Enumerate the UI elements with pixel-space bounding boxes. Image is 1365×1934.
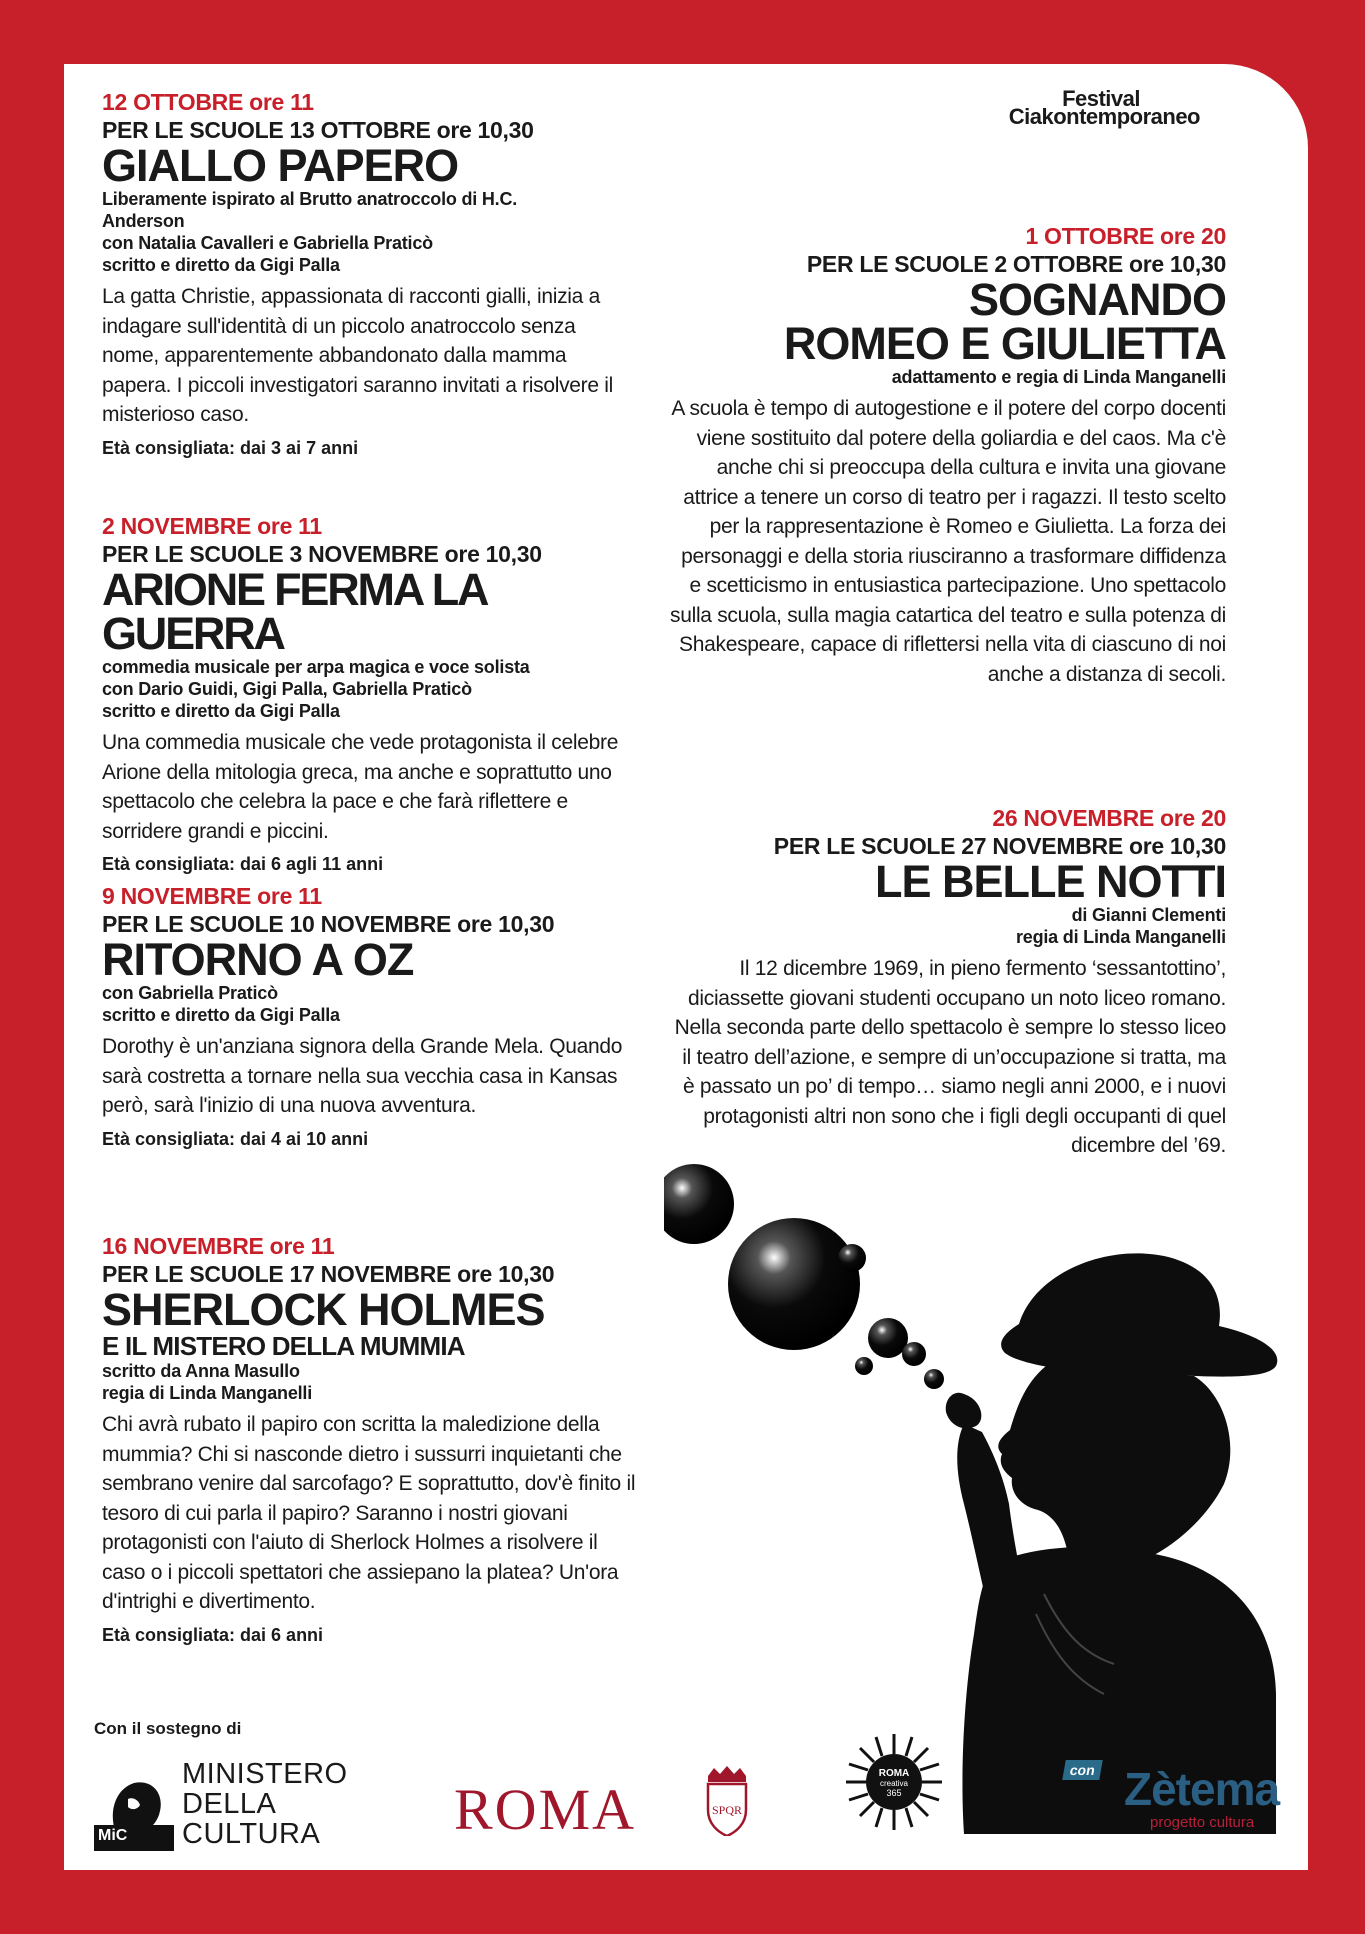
zetema-tagline: progetto cultura: [1150, 1814, 1255, 1831]
show-school-date: PER LE SCUOLE 10 NOVEMBRE ore 10,30: [102, 911, 555, 937]
bubble: [855, 1357, 873, 1375]
bubble: [924, 1369, 944, 1389]
zetema-name: Zètema: [1124, 1763, 1280, 1815]
show-sognando-romeo-e-giulietta: [666, 222, 1226, 689]
show-credit: scritto da Anna Masullo: [102, 1361, 300, 1381]
woman-silhouette: [946, 1253, 1278, 1834]
show-school-date: PER LE SCUOLE 13 OTTOBRE ore 10,30: [102, 117, 534, 143]
show-description: Il 12 dicembre 1969, in pieno fermento ‘sessantottino’, diciassette giovani studenti occupano un noto liceo romano. Nella seconda parte dello spettacolo è sempre lo stesso liceo il teatro dell’azione, e sempre di un’occupazione si tratta, ma è passato un po’ di tempo… siamo negli anni 2000, e i nuovi protagonisti altri non sono che i figli degli occupanti di quel dicembre del ’69.: [674, 957, 1226, 1157]
show-credit: adattamento e regia di Linda Manganelli: [891, 367, 1226, 387]
ministero-cultura-logo: [94, 1759, 374, 1854]
show-credit: con Dario Guidi, Gigi Palla, Gabriella Praticò: [102, 679, 472, 699]
show-date: 26 NOVEMBRE ore 20: [992, 805, 1226, 831]
show-age: Età consigliata: dai 4 ai 10 anni: [102, 1128, 369, 1149]
festival-line1: Festival: [1062, 86, 1140, 111]
mic-abbreviation: MiC: [98, 1827, 128, 1844]
sunburst-icon: [844, 1732, 944, 1832]
show-credit: scritto e diretto da Gigi Palla: [102, 701, 340, 721]
bubble: [728, 1218, 860, 1350]
rc-line2: creativa: [879, 1779, 909, 1788]
show-credit: con Gabriella Praticò: [102, 983, 278, 1003]
show-credit: scritto e diretto da Gigi Palla: [102, 1005, 340, 1025]
mic-text: [182, 1759, 348, 1849]
show-title: SOGNANDO: [968, 274, 1226, 325]
show-credit: scritto e diretto da Gigi Palla: [102, 255, 340, 275]
bubble: [838, 1244, 866, 1272]
show-description: Una commedia musicale che vede protagonista il celebre Arione della mitologia greca, ma anche e soprattutto uno spettacolo che celebra la pace e che farà riflettere e sorridere grandi e piccini.: [102, 731, 619, 843]
show-description: La gatta Christie, appassionata di racconti gialli, inizia a indagare sull'identità di un piccolo anatroccolo senza nome, apparentemente abbandonato dalla mamma papera. I piccoli investigatori saranno invitati a risolvere il misterioso caso.: [102, 285, 614, 426]
show-title: SHERLOCK HOLMES: [102, 1284, 545, 1335]
roma-logo: ROMA: [454, 1777, 637, 1842]
show-credit: Liberamente ispirato al Brutto anatroccolo di H.C. Anderson: [102, 189, 518, 231]
spqr-text: SPQR: [711, 1803, 743, 1817]
show-school-date: PER LE SCUOLE 17 NOVEMBRE ore 10,30: [102, 1261, 555, 1287]
bubble: [868, 1318, 908, 1358]
show-age: Età consigliata: dai 3 ai 7 anni: [102, 437, 359, 458]
show-ritorno-a-oz: [102, 882, 657, 1151]
rc-line1: ROMA: [878, 1768, 910, 1779]
zetema-logo: [1064, 1752, 1280, 1832]
show-school-date: PER LE SCUOLE 2 OTTOBRE ore 10,30: [806, 251, 1226, 277]
show-arione-ferma-la-guerra: [102, 512, 647, 876]
show-title: RITORNO A OZ: [102, 934, 414, 985]
sponsor-label: Con il sostegno di: [94, 1719, 242, 1738]
show-date: 2 NOVEMBRE ore 11: [102, 513, 322, 539]
roma-creativa-logo: [844, 1732, 944, 1832]
spqr-shield-icon: [702, 1766, 752, 1836]
bubble: [664, 1164, 734, 1244]
show-date: 1 OTTOBRE ore 20: [1025, 223, 1226, 249]
show-sherlock-holmes: [102, 1232, 642, 1647]
show-credit: regia di Linda Manganelli: [102, 1383, 313, 1403]
poster-card: [64, 64, 1308, 1870]
show-date: 9 NOVEMBRE ore 11: [102, 883, 322, 909]
mic-line2: DELLA: [182, 1788, 277, 1820]
festival-line2: Ciakontemporaneo: [1008, 104, 1200, 129]
show-credit: regia di Linda Manganelli: [1015, 927, 1226, 947]
show-title: ARIONE FERMA LA GUERRA: [102, 564, 486, 659]
show-title: GIALLO PAPERO: [102, 140, 459, 191]
show-giallo-papero: [102, 88, 622, 460]
zetema-con: con: [1062, 1760, 1102, 1780]
show-description: A scuola è tempo di autogestione e il potere del corpo docenti viene sostituito dal potere della goliardia e del caos. Ma c'è anche chi si preoccupa della cultura e invita una giovane attrice a tenere un corso di teatro per i ragazzi. Il testo scelto per la rappresentazione è Romeo e Giulietta. La forza dei personaggi e della storia riusciranno a trasformare diffidenza e scetticismo in entusiastica partecipazione. Uno spettacolo sulla scuola, sulla magia catartica del teatro e sulla potenza di Shakespeare, capace di riflettersi nella vita di ciascuno di noi anche a distanza di secoli.: [670, 397, 1226, 686]
bubble: [902, 1342, 926, 1366]
show-credit: con Natalia Cavalleri e Gabriella Praticò: [102, 233, 433, 253]
rc-line3: 365: [886, 1788, 902, 1798]
show-school-date: PER LE SCUOLE 27 NOVEMBRE ore 10,30: [773, 833, 1226, 859]
show-school-date: PER LE SCUOLE 3 NOVEMBRE ore 10,30: [102, 541, 542, 567]
show-date: 12 OTTOBRE ore 11: [102, 89, 314, 115]
show-credit: di Gianni Clementi: [1071, 905, 1226, 925]
show-title: LE BELLE NOTTI: [875, 856, 1226, 907]
mic-line3: CULTURA: [182, 1818, 321, 1850]
bubble-woman-illustration: [664, 1094, 1284, 1834]
bubbles: [664, 1164, 944, 1389]
show-description: Chi avrà rubato il papiro con scritta la maledizione della mummia? Chi si nasconde dietro i sussurri inquietanti che sembrano venire dal sarcofago? E soprattutto, dov'è finito il tesoro di cui parla il papiro? Saranno i nostri giovani protagonisti con l'aiuto di Sherlock Holmes a risolvere il caso o i piccoli spettatori che assiepano la platea? Un'ora d'intrighi e divertimento.: [102, 1413, 636, 1613]
show-title-line2: ROMEO E GIULIETTA: [783, 318, 1226, 369]
show-subtitle: E IL MISTERO DELLA MUMMIA: [102, 1331, 465, 1361]
show-date: 16 NOVEMBRE ore 11: [102, 1233, 335, 1259]
festival-logo: [1008, 86, 1200, 129]
show-age: Età consigliata: dai 6 anni: [102, 1624, 324, 1645]
mic-line1: MINISTERO: [182, 1758, 348, 1790]
show-description: Dorothy è un'anziana signora della Grande Mela. Quando sarà costretta a tornare nella sua vecchia casa in Kansas però, sarà l'inizio di una nuova avventura.: [102, 1035, 623, 1117]
show-age: Età consigliata: dai 6 agli 11 anni: [102, 854, 384, 874]
show-credit: commedia musicale per arpa magica e voce solista: [102, 657, 530, 677]
